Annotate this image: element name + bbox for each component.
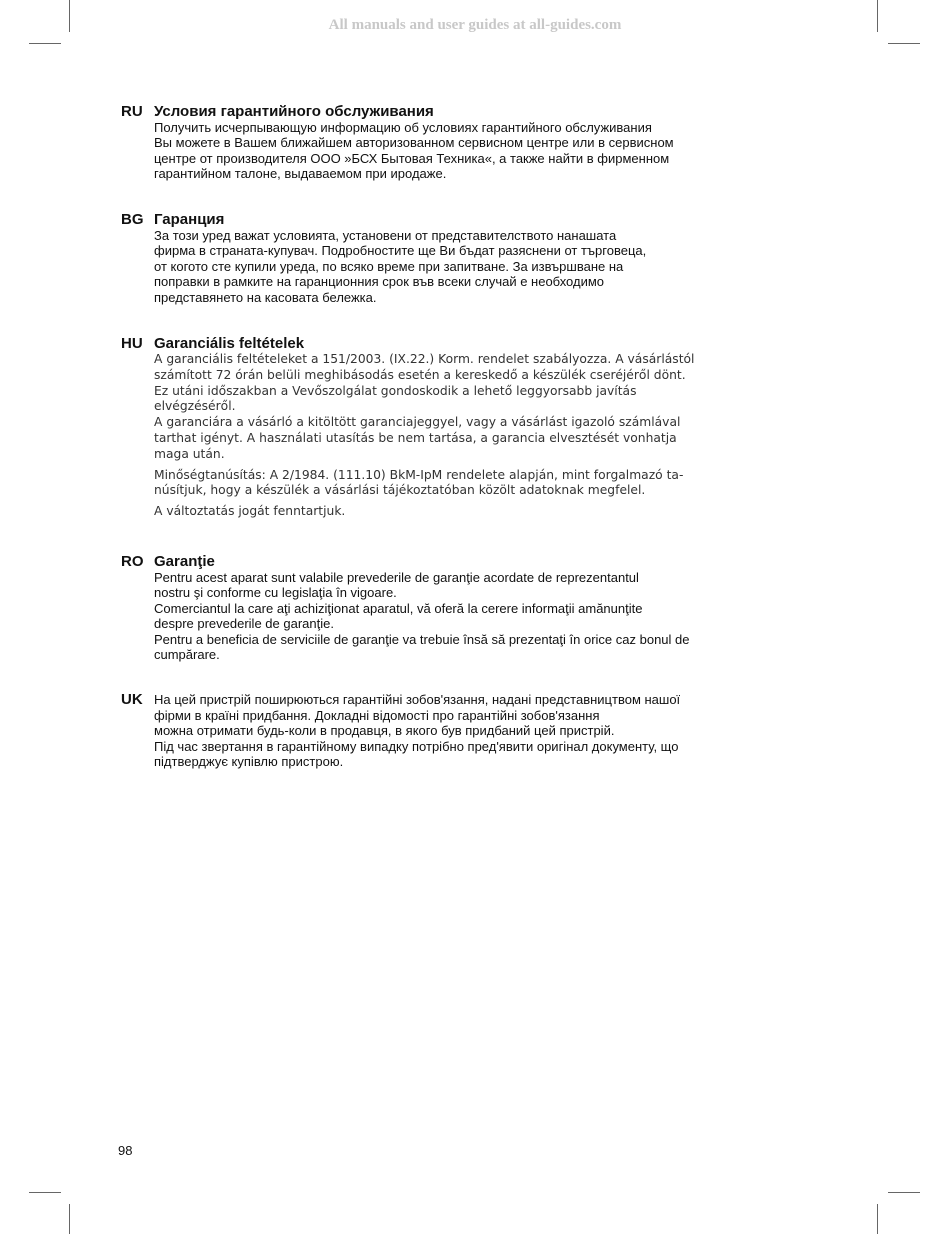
text-line: фирма в страната-купувач. Подробностите ще Ви бъдат разяснени от търговеца,: [154, 243, 647, 259]
text-line: поправки в рамките на гаранционния срок във всеки случай е необходимо: [154, 274, 605, 290]
text-line: Вы можете в Вашем ближайшем авторизованном сервисном центре или в сервисном: [154, 135, 674, 151]
text-line: nostru şi conforme cu legislaţia în vigoare.: [154, 585, 397, 601]
text-line: За този уред важат условията, установени от представителството нанашата: [154, 228, 617, 243]
section-title: Условия гарантийного обслуживания: [154, 103, 434, 120]
text-line: Pentru a beneficia de serviciile de garanţie va trebuie însă să prezentaţi în orice caz bonul de: [154, 631, 690, 647]
text-line: можна отримати будь-коли в продавця, в якого був придбаний цей пристрій.: [154, 723, 615, 739]
text-line: підтверджує купівлю пристрою.: [154, 754, 344, 770]
section-title: Гаранция: [154, 211, 225, 228]
section-title: Garanţie: [154, 553, 215, 570]
section-title: Garanciális feltételek: [154, 335, 305, 352]
text-line: A garanciális feltételeket a 151/2003. (IX.22.) Korm. rendelet szabályozza. A vásárlástól: [154, 352, 695, 366]
text-line: Comerciantul la care aţi achiziţionat aparatul, vă oferă la cerere informaţii amănunţite: [154, 600, 643, 616]
text-line: представянето на касовата бележка.: [154, 289, 377, 305]
text-line: A változtatás jogát fenntartjuk.: [154, 504, 346, 519]
text-line: maga után.: [154, 446, 225, 461]
language-code: BG: [121, 211, 144, 228]
text-line: от когото сте купили уреда, по всяко време при запитване. За извършване на: [154, 258, 624, 274]
text-line: На цей пристрій поширюються гарантійні зобов'язання, надані представництвом нашої: [154, 692, 681, 707]
text-line: számított 72 órán belüli meghibásodás esetén a kereskedő a készülék cseréjéről dönt.: [154, 367, 686, 382]
text-line: Pentru acest aparat sunt valabile prevederile de garanţie acordate de reprezentantul: [154, 570, 639, 585]
text-line: Ez utáni időszakban a Vevőszolgálat gondoskodik a lehető leggyorsabb javítás: [154, 383, 637, 398]
text-line: núsítjuk, hogy a készülék a vásárlási tájékoztatóban közölt adatoknak megfelel.: [154, 483, 646, 498]
crop-mark: [877, 1204, 878, 1234]
text-line: фірми в країні придбання. Докладні відомості про гарантійні зобов'язання: [154, 708, 600, 723]
language-code: UK: [121, 691, 143, 708]
section-body: [154, 211, 734, 305]
text-line: tarthat igényt. A használati utasítás be nem tartása, a garancia elvesztését vonhatja: [154, 430, 677, 445]
watermark: All manuals and user guides at all-guides.com: [328, 17, 622, 33]
text-line: Minőségtanúsítás: A 2/1984. (111.10) BkM-IpM rendelete alapján, mint forgalmazó ta-: [154, 467, 684, 482]
text-line: Получить исчерпывающую информацию об условиях гарантийного обслуживания: [154, 120, 652, 135]
text-line: elvégzéséről.: [154, 399, 236, 414]
text-line: гарантийном талоне, выдаваемом при иродаже.: [154, 166, 447, 182]
crop-mark: [69, 1204, 70, 1234]
section-body: [154, 103, 734, 182]
page-number: 98: [118, 1143, 133, 1158]
language-code: RU: [121, 103, 143, 120]
section-body: [154, 335, 734, 520]
text-line: A garanciára a vásárló a kitöltött garanciajeggyel, vagy a vásárlást igazoló számlával: [154, 415, 681, 430]
crop-mark: [888, 1192, 920, 1193]
section-body: [154, 553, 734, 662]
text-line: Під час звертання в гарантійному випадку потрібно пред'явити оригінал документу, що: [154, 738, 679, 754]
language-code: HU: [121, 335, 143, 352]
crop-mark: [888, 43, 920, 44]
text-line: центре от производителя ООО »БСХ Бытовая Техника«, а также найти в фирменном: [154, 150, 670, 166]
text-line: cumpărare.: [154, 647, 220, 663]
text-line: despre prevederile de garanţie.: [154, 616, 334, 632]
section-body: [154, 691, 734, 770]
crop-mark: [29, 1192, 61, 1193]
crop-mark: [29, 43, 61, 44]
language-code: RO: [121, 553, 144, 570]
